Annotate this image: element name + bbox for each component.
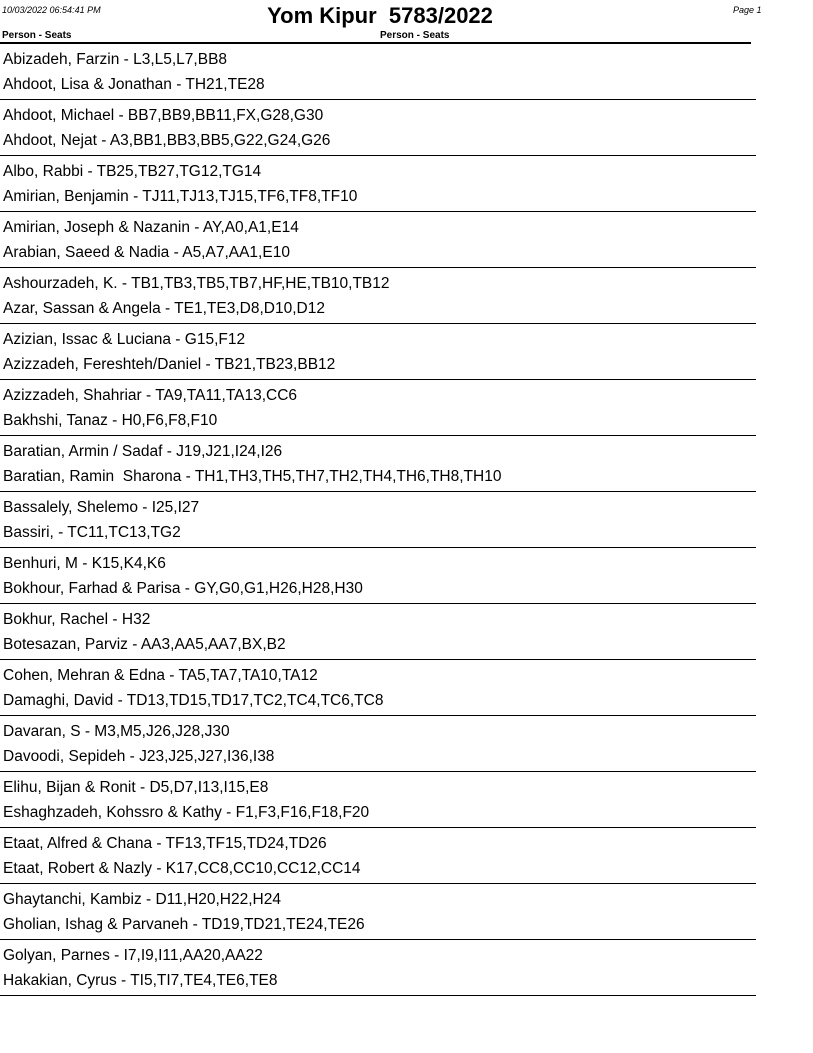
list-item: Arabian, Saeed & Nadia - A5,A7,AA1,E10: [3, 244, 290, 261]
list-item: Amirian, Benjamin - TJ11,TJ13,TJ15,TF6,TF8,TF10: [3, 188, 358, 205]
row-pair: [0, 324, 756, 380]
report-timestamp: 10/03/2022 06:54:41 PM: [2, 5, 101, 15]
list-item: Davoodi, Sepideh - J23,J25,J27,I36,I38: [3, 748, 275, 765]
row-pair: [0, 660, 756, 716]
row-pair: [0, 44, 756, 100]
list-item: Gholian, Ishag & Parvaneh - TD19,TD21,TE24,TE26: [3, 916, 365, 933]
list-item: Ghaytanchi, Kambiz - D11,H20,H22,H24: [3, 891, 281, 908]
list-item: Benhuri, M - K15,K4,K6: [3, 555, 166, 572]
list-item: Ashourzadeh, K. - TB1,TB3,TB5,TB7,HF,HE,TB10,TB12: [3, 275, 390, 292]
row-pair: [0, 156, 756, 212]
list-item: Ahdoot, Michael - BB7,BB9,BB11,FX,G28,G30: [3, 107, 324, 124]
list-item: Amirian, Joseph & Nazanin - AY,A0,A1,E14: [3, 219, 299, 236]
row-pair: [0, 828, 756, 884]
row-pair: [0, 380, 756, 436]
row-pair: [0, 772, 756, 828]
list-item: Ahdoot, Lisa & Jonathan - TH21,TE28: [3, 76, 265, 93]
list-item: Davaran, S - M3,M5,J26,J28,J30: [3, 723, 230, 740]
list-item: Bokhour, Farhad & Parisa - GY,G0,G1,H26,H28,H30: [3, 580, 363, 597]
row-pair: [0, 604, 756, 660]
row-pair: [0, 100, 756, 156]
row-pair: [0, 884, 756, 940]
list-item: Abizadeh, Farzin - L3,L5,L7,BB8: [3, 51, 228, 68]
list-item: Azizzadeh, Fereshteh/Daniel - TB21,TB23,BB12: [3, 356, 336, 373]
list-item: Bassalely, Shelemo - I25,I27: [3, 499, 200, 516]
list-item: Ahdoot, Nejat - A3,BB1,BB3,BB5,G22,G24,G26: [3, 132, 331, 149]
list-item: Etaat, Robert & Nazly - K17,CC8,CC10,CC12,CC14: [3, 860, 361, 877]
report-title: Yom Kipur 5783/2022: [267, 3, 493, 28]
list-item: Elihu, Bijan & Ronit - D5,D7,I13,I15,E8: [3, 779, 269, 796]
list-item: Azar, Sassan & Angela - TE1,TE3,D8,D10,D12: [3, 300, 325, 317]
list-item: Golyan, Parnes - I7,I9,I11,AA20,AA22: [3, 947, 263, 964]
list-item: Azizzadeh, Shahriar - TA9,TA11,TA13,CC6: [3, 387, 298, 404]
page-number: Page 1: [733, 5, 762, 15]
list-item: Etaat, Alfred & Chana - TF13,TF15,TD24,TD26: [3, 835, 327, 852]
list-item: Bokhur, Rachel - H32: [3, 611, 151, 628]
list-item: Baratian, Armin / Sadaf - J19,J21,I24,I26: [3, 443, 283, 460]
row-pair: [0, 548, 756, 604]
list-item: Bakhshi, Tanaz - H0,F6,F8,F10: [3, 412, 218, 429]
seat-list: [0, 44, 756, 996]
column-header-left: Person - Seats: [2, 30, 72, 41]
row-pair: [0, 268, 756, 324]
row-pair: [0, 212, 756, 268]
list-item: Albo, Rabbi - TB25,TB27,TG12,TG14: [3, 163, 262, 180]
list-item: Bassiri, - TC11,TC13,TG2: [3, 524, 181, 541]
list-item: Eshaghzadeh, Kohssro & Kathy - F1,F3,F16,F18,F20: [3, 804, 370, 821]
list-item: Damaghi, David - TD13,TD15,TD17,TC2,TC4,TC6,TC8: [3, 692, 384, 709]
column-header-right: Person - Seats: [380, 30, 450, 41]
list-item: Cohen, Mehran & Edna - TA5,TA7,TA10,TA12: [3, 667, 318, 684]
row-pair: [0, 492, 756, 548]
list-item: Azizian, Issac & Luciana - G15,F12: [3, 331, 246, 348]
list-item: Hakakian, Cyrus - TI5,TI7,TE4,TE6,TE8: [3, 972, 278, 989]
row-pair: [0, 436, 756, 492]
row-pair: [0, 940, 756, 996]
list-item: Baratian, Ramin Sharona - TH1,TH3,TH5,TH7,TH2,TH4,TH6,TH8,TH10: [3, 468, 502, 485]
list-item: Botesazan, Parviz - AA3,AA5,AA7,BX,B2: [3, 636, 286, 653]
row-pair: [0, 716, 756, 772]
